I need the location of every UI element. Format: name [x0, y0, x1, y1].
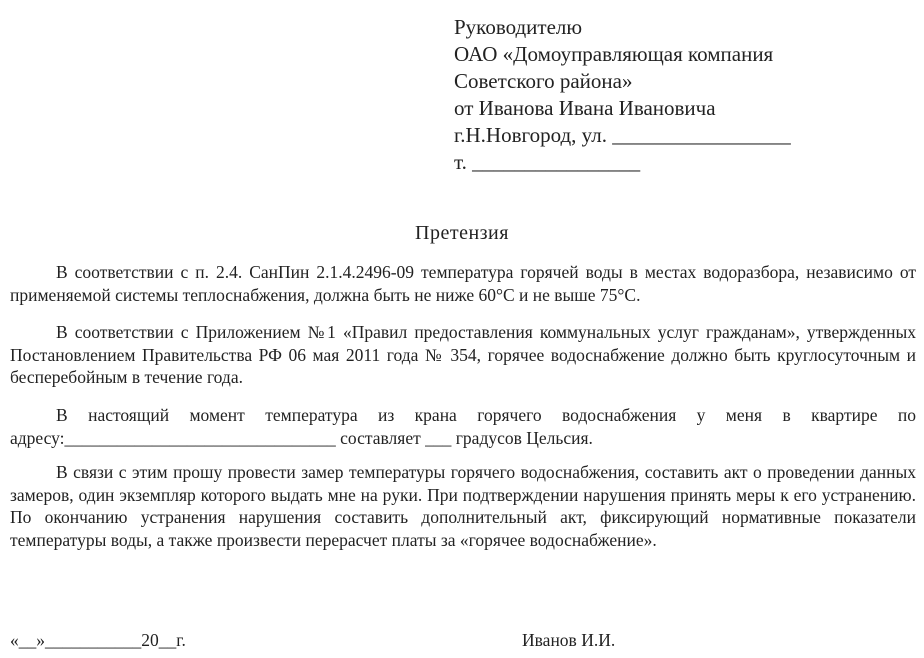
- sender-phone: т. ________________: [454, 150, 641, 174]
- paragraph-request: В связи с этим прошу провести замер температуры горячего водоснабжения, составить акт о проведении данных замеров, один экземпляр которого выдать мне на руки. При подтверждении нарушения принять меры к его устранению. По окончанию устранения нарушения составить дополнительный акт, фиксирующий нормативные показатели температуры воды, а также произвести перерасчет платы за «горячее водоснабжение».: [10, 462, 916, 550]
- addressee-block: [454, 14, 791, 176]
- sender-address: г.Н.Новгород, ул. _________________: [454, 123, 791, 147]
- paragraph-current-temperature: В настоящий момент температура из крана горячего водоснабжения у меня в квартире по адресу:_______________________________ составляет ___ градусов Цельсия.: [10, 405, 916, 448]
- paragraph-rules: В соответствии с Приложением №1 «Правил предоставления коммунальных услуг гражданам», утвержденных Постановлением Правительства РФ 06 мая 2011 года № 354, горячее водоснабжение должно быть круглосуточным и бесперебойным в течение года.: [10, 322, 916, 387]
- signature: Иванов И.И.: [522, 630, 616, 650]
- sender-name: от Иванова Ивана Ивановича: [454, 96, 716, 120]
- addressee-position: Руководителю: [454, 15, 583, 39]
- date-line: «__»___________20__г.: [10, 630, 186, 650]
- paragraph-sanpin: В соответствии с п. 2.4. СанПин 2.1.4.2496-09 температура горячей воды в местах водоразбора, независимо от применяемой системы теплоснабжения, должна быть не ниже 60°C и не выше 75°C.: [10, 262, 916, 305]
- addressee-company-district: Советского района»: [454, 69, 633, 93]
- document-title: Претензия: [415, 222, 509, 244]
- addressee-company: ОАО «Домоуправляющая компания: [454, 42, 774, 66]
